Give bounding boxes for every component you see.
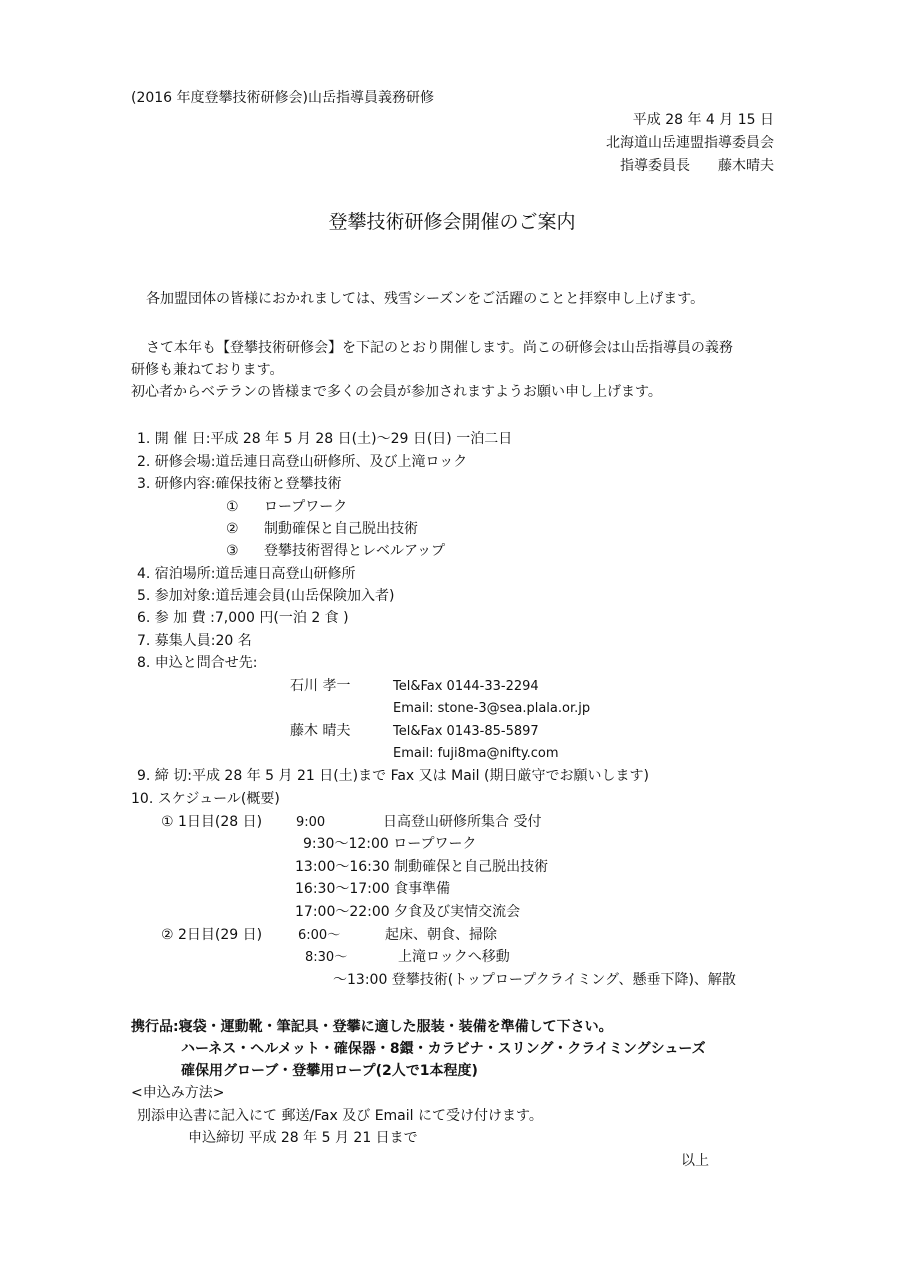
contact-2-email[interactable]: Email: fuji8ma@nifty.com <box>393 746 559 761</box>
contact-2-phone: Tel&Fax 0143-85-5897 <box>393 724 539 739</box>
request-paragraph: 初心者からベテランの皆様まで多くの会員が参加されますようお願い申し上げます。 <box>131 384 662 400</box>
item-capacity: 7. 募集人員:20 名 <box>137 633 252 649</box>
contact-1-name: 石川 孝一 <box>290 678 351 694</box>
intro-paragraph-line1: さて本年も【登攀技術研修会】を下記のとおり開催します。尚この研修会は山岳指導員の義務 <box>146 340 733 356</box>
signer-name: 藤木晴夫 <box>718 158 774 174</box>
content-sub-2-number: ② <box>226 521 239 537</box>
item-eligibility: 5. 参加対象:道岳連会員(山岳保険加入者) <box>137 588 395 604</box>
item-contact: 8. 申込と問合せ先: <box>137 655 258 671</box>
schedule-day-2-row-2-time: 8:30～ <box>305 950 348 965</box>
document-tag: (2016 年度登攀技術研修会)山岳指導員義務研修 <box>131 90 435 106</box>
item-schedule: 10. スケジュール(概要) <box>131 791 280 807</box>
content-sub-2: 制動確保と自己脱出技術 <box>264 521 418 537</box>
item-content: 3. 研修内容:確保技術と登攀技術 <box>137 476 342 492</box>
item-lodging: 4. 宿泊場所:道岳連日高登山研修所 <box>137 566 356 582</box>
schedule-day-1-row-4: 16:30～17:00 食事準備 <box>295 881 451 897</box>
schedule-day-1-row-1-time: 9:00 <box>296 815 326 830</box>
schedule-day-2-row-1-time: 6:00～ <box>298 928 341 943</box>
signer <box>620 159 774 173</box>
belongings-line-2: ハーネス・ヘルメット・確保器・8鐶・カラビナ・スリング・クライミングシューズ <box>181 1041 706 1057</box>
application-heading: <申込み方法> <box>131 1085 225 1101</box>
intro-paragraph-line2: 研修も兼ねております。 <box>131 362 284 378</box>
contact-1-phone: Tel&Fax 0144-33-2294 <box>393 679 539 694</box>
content-sub-3: 登攀技術習得とレベルアップ <box>264 543 446 559</box>
contact-2-name: 藤木 晴夫 <box>290 723 351 739</box>
schedule-day-2-row-2-desc: 上滝ロックへ移動 <box>398 949 510 965</box>
greeting-paragraph: 各加盟団体の皆様におかれましては、残雪シーズンをご活躍のことと拝察申し上げます。 <box>146 291 705 307</box>
issuing-organization: 北海道山岳連盟指導委員会 <box>606 135 774 151</box>
application-method: 別添申込書に記入にて 郵送/Fax 及び Email にて受け付けます。 <box>137 1108 543 1124</box>
schedule-day-1-label: ① 1日目(28 日) <box>161 814 263 830</box>
content-sub-3-number: ③ <box>226 543 239 559</box>
schedule-day-2-label: ② 2日目(29 日) <box>161 927 263 943</box>
schedule-day-1-row-2: 9:30～12:00 ロープワーク <box>303 836 477 852</box>
schedule-day-1-row-1-desc: 日高登山研修所集合 受付 <box>383 814 542 830</box>
schedule-day-1-row-5: 17:00～22:00 夕食及び実情交流会 <box>295 904 521 920</box>
schedule-day-1-row-3: 13:00～16:30 制動確保と自己脱出技術 <box>295 859 549 875</box>
application-deadline: 申込締切 平成 28 年 5 月 21 日まで <box>188 1130 418 1146</box>
schedule-day-2-row-3: ～13:00 登攀技術(トップロープクライミング、懸垂下降)、解散 <box>333 972 736 988</box>
content-sub-1: ロープワーク <box>264 499 348 515</box>
item-dates: 1. 開 催 日:平成 28 年 5 月 28 日(土)～29 日(日) 一泊二日 <box>137 431 513 447</box>
belongings-line-1: 携行品:寝袋・運動靴・筆記具・登攀に適した服装・装備を準備して下さい。 <box>131 1019 613 1035</box>
closing-mark: 以上 <box>681 1153 709 1169</box>
item-deadline: 9. 締 切:平成 28 年 5 月 21 日(土)まで Fax 又は Mail (期日厳守でお願いします) <box>137 768 649 784</box>
item-venue: 2. 研修会場:道岳連日高登山研修所、及び上滝ロック <box>137 454 468 470</box>
schedule-day-2-row-1-desc: 起床、朝食、掃除 <box>385 927 497 943</box>
issue-date: 平成 28 年 4 月 15 日 <box>632 112 774 128</box>
signer-role: 指導委員長 <box>620 158 690 174</box>
item-fee: 6. 参 加 費 :7,000 円(一泊 2 食 ) <box>137 610 349 626</box>
belongings-line-3: 確保用グローブ・登攀用ロープ(2人で1本程度) <box>181 1063 478 1079</box>
content-sub-1-number: ① <box>226 499 239 515</box>
page-title: 登攀技術研修会開催のご案内 <box>328 211 576 233</box>
contact-1-email[interactable]: Email: stone-3@sea.plala.or.jp <box>393 701 591 716</box>
